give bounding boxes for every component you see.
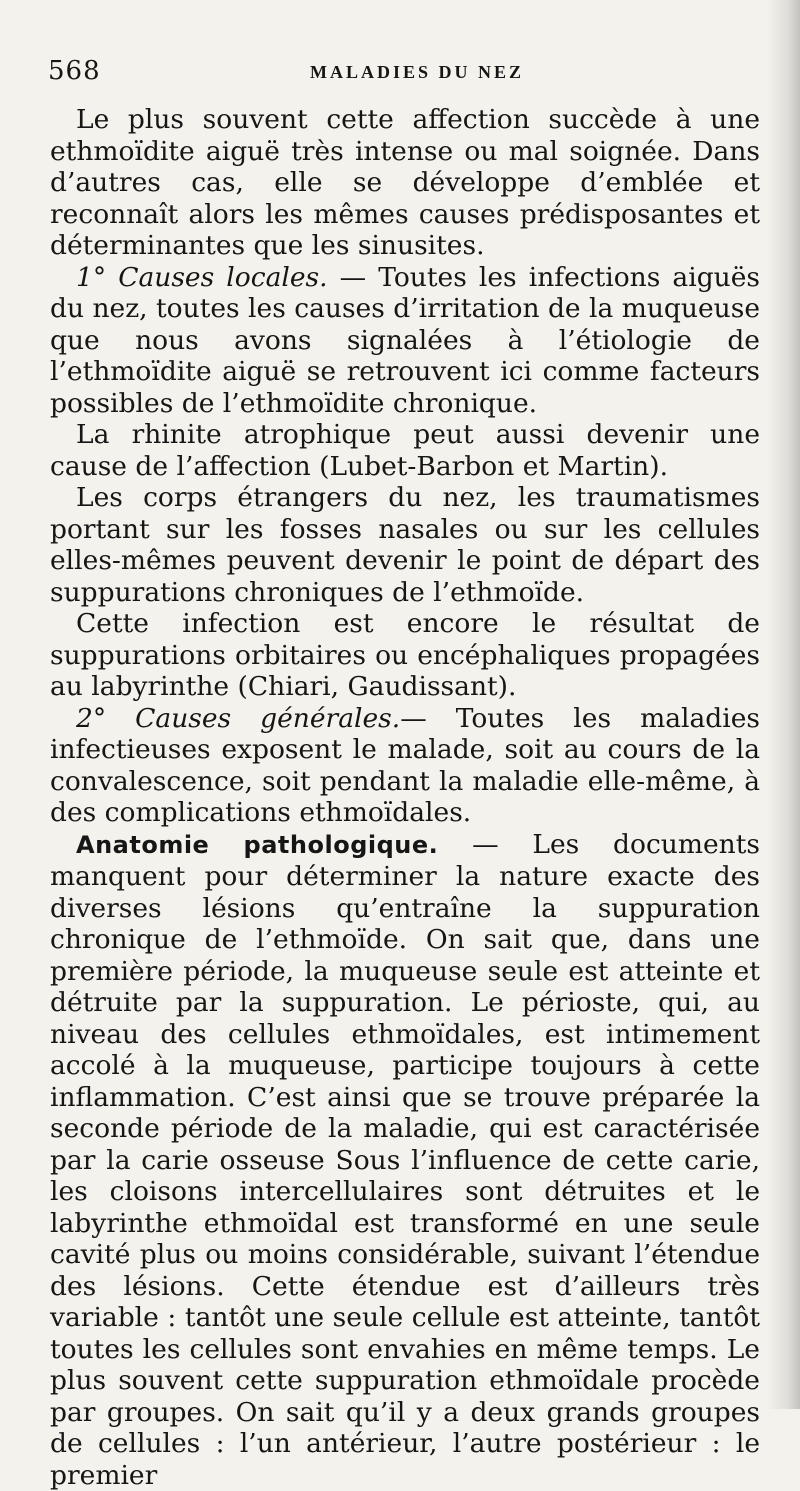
paragraph-anatomie-text: — Les documents manquent pour déterminer la nature exacte des diverses lésions qu’entraîne la suppuration chronique de l’ethmoïde. On sait que, dans une première période, la muqueuse seule est atteinte et détruite par la suppuration. Le périoste, qui, au niveau des cellules ethmoïdales, est intimement accolé à la muqueuse, participe toujours à cette inflammation. C’est ainsi que se trouve préparée la seconde période de la maladie, qui est caractérisée par la carie osseuse Sous l’influence de cette carie, les cloisons intercellulaires sont détruites et le labyrinthe ethmoïdal est transformé en une seule cavité plus ou moins considérable, suivant l’étendue des lésions. Cette étendue est d’ailleurs très variable : tantôt une seule cellule est atteinte, tantôt toutes les cellules sont envahies en même temps. Le plus souvent cette suppuration ethmoïdale procède par groupes. On sait qu’il y a deux grands groupes de cellules : l’un antérieur, l’autre postérieur : le premier [50,829,760,1491]
body-text [50,104,760,1491]
paragraph-causes-generales-text: — Toutes les maladies infectieuses exposent le malade, soit au cours de la convalescence, soit pendant la maladie elle-même, à des complications ethmoïdales. [50,703,760,829]
page-header [48,56,748,90]
paragraph-causes-locales [50,262,760,420]
paragraph-anatomie [50,829,760,1491]
paragraph-corps-etrangers: Les corps étrangers du nez, les traumatismes portant sur les fosses nasales ou sur les cellules elles-mêmes peuvent devenir le point de départ des suppurations chroniques de l’ethmoïde. [50,482,760,608]
page-number: 568 [48,56,101,86]
section-label-causes-locales: 1° Causes locales. [76,262,328,293]
paragraph-infection: Cette infection est encore le résultat de suppurations orbitaires ou encéphaliques propagées au labyrinthe (Chiari, Gaudissant). [50,608,760,703]
paragraph-causes-locales-text: — Toutes les infections aiguës du nez, toutes les causes d’irritation de la muqueuse que nous avons signalées à l’étiologie de l’ethmoïdite aiguë se retrouvent ici comme facteurs possibles de l’ethmoïdite chronique. [50,262,760,419]
paragraph-intro: Le plus souvent cette affection succède à une ethmoïdite aiguë très intense ou mal soignée. Dans d’autres cas, elle se développe d’emblée et reconnaît alors les mêmes causes prédisposantes et déterminantes que les sinusites. [50,104,760,262]
paragraph-causes-generales [50,703,760,829]
page-edge-shadow [766,0,800,1409]
running-title: MALADIES DU NEZ [310,62,524,83]
paragraph-rhinite: La rhinite atrophique peut aussi devenir une cause de l’affection (Lubet-Barbon et Martin). [50,419,760,482]
section-heading-anatomie: Anatomie pathologique. [76,831,438,859]
section-label-causes-generales: 2° Causes générales. [76,703,400,734]
